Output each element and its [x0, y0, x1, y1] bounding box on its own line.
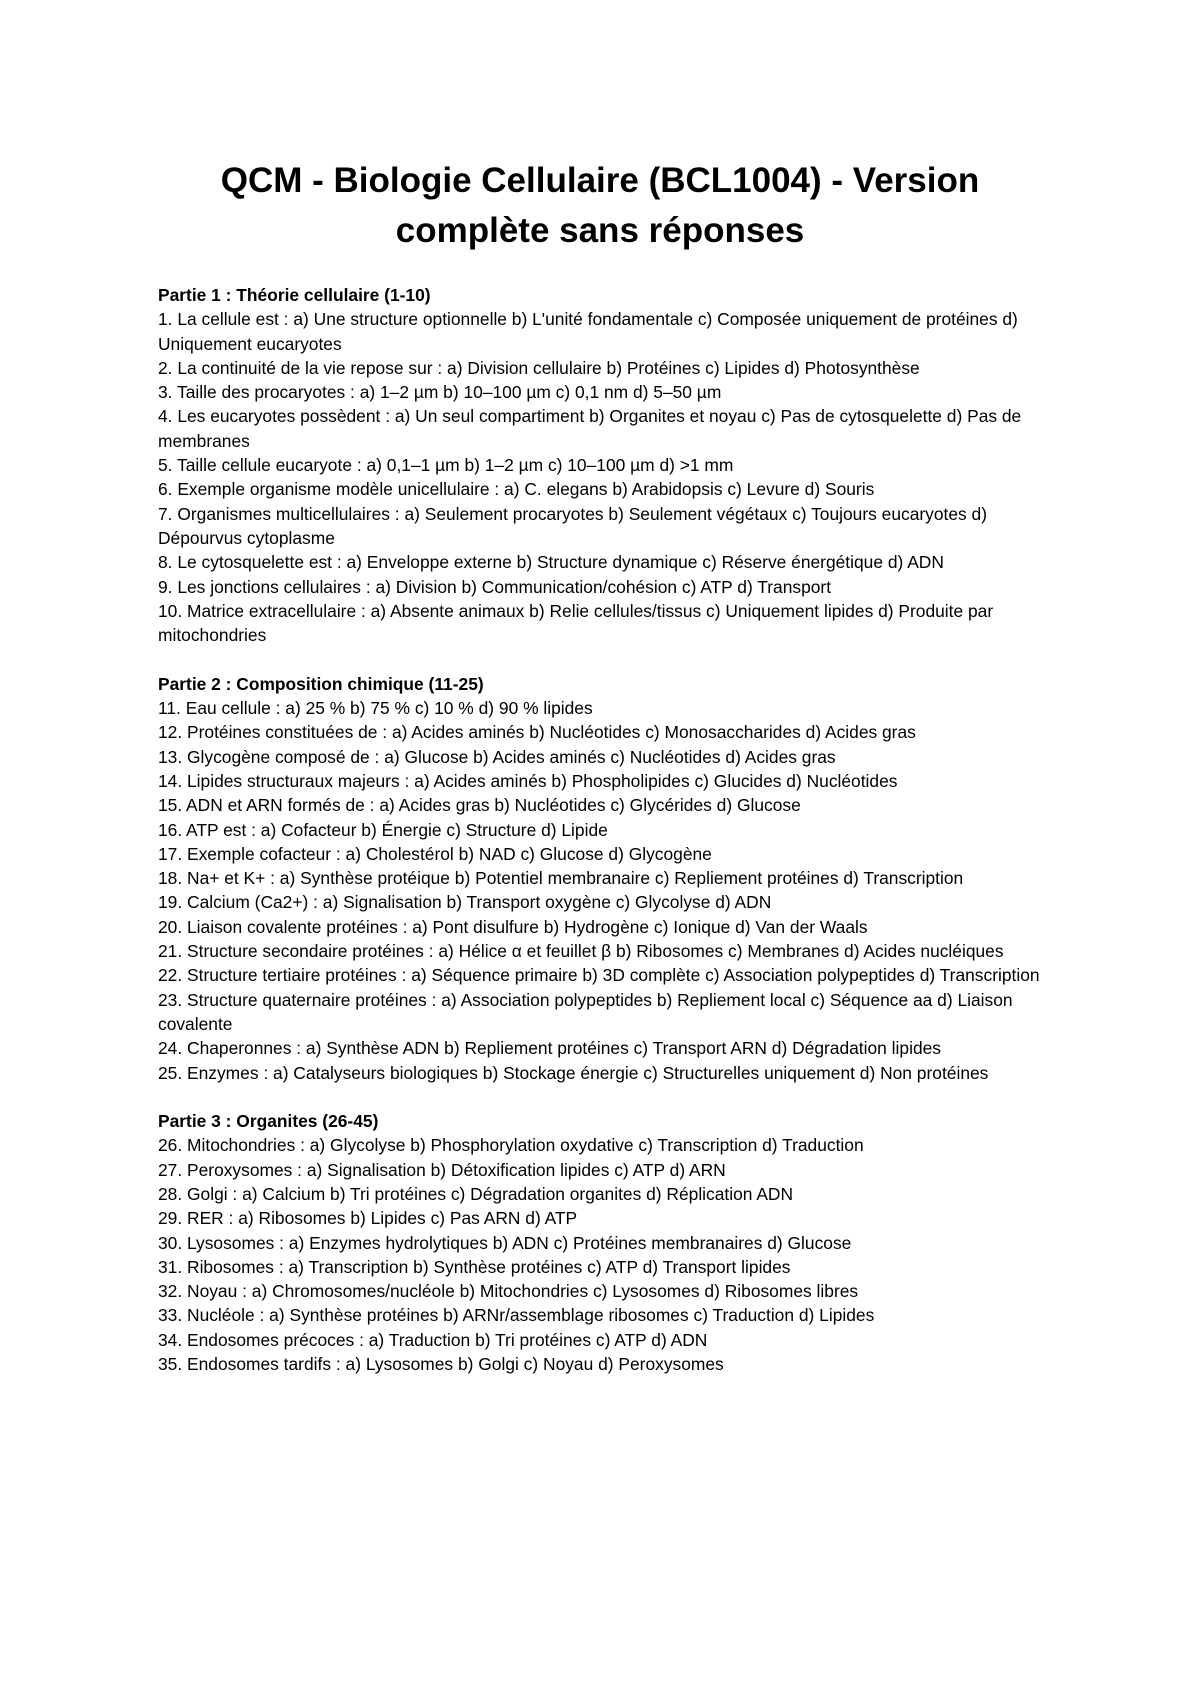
section-partie-1: [158, 283, 1058, 647]
question-item: 15. ADN et ARN formés de : a) Acides gras b) Nucléotides c) Glycérides d) Glucose: [158, 795, 801, 816]
question-item: 29. RER : a) Ribosomes b) Lipides c) Pas ARN d) ATP: [158, 1208, 578, 1229]
section-partie-3: [158, 1109, 1058, 1376]
question-item: 22. Structure tertiaire protéines : a) Séquence primaire b) 3D complète c) Association polypeptides d) Transcription: [158, 965, 1040, 986]
page-title-line-2: complète sans réponses: [395, 211, 805, 250]
question-item: 18. Na+ et K+ : a) Synthèse protéique b) Potentiel membranaire c) Repliement protéines d) Transcription: [158, 868, 964, 889]
question-item: 13. Glycogène composé de : a) Glucose b) Acides aminés c) Nucléotides d) Acides gras: [158, 746, 836, 767]
question-item: 16. ATP est : a) Cofacteur b) Énergie c) Structure d) Lipide: [158, 819, 608, 840]
page-title-line-1: QCM - Biologie Cellulaire (BCL1004) - Version: [220, 161, 980, 200]
page-title: [100, 156, 1100, 256]
question-item: 28. Golgi : a) Calcium b) Tri protéines c) Dégradation organites d) Réplication ADN: [158, 1183, 794, 1204]
question-item: 2. La continuité de la vie repose sur : a) Division cellulaire b) Protéines c) Lipides d) Photosynthèse: [158, 357, 920, 378]
question-item: 19. Calcium (Ca2+) : a) Signalisation b) Transport oxygène c) Glycolyse d) ADN: [158, 892, 772, 913]
question-item: 33. Nucléole : a) Synthèse protéines b) ARNr/assemblage ribosomes c) Traduction d) Lipides: [158, 1305, 875, 1326]
question-item: 24. Chaperonnes : a) Synthèse ADN b) Repliement protéines c) Transport ARN d) Dégradation lipides: [158, 1038, 941, 1059]
section-partie-2: [158, 672, 1058, 1085]
question-item: 8. Le cytosquelette est : a) Enveloppe externe b) Structure dynamique c) Réserve énergétique d) ADN: [158, 552, 944, 573]
section-heading: Partie 1 : Théorie cellulaire (1-10): [158, 285, 431, 305]
document-body: [158, 283, 1058, 1401]
question-item: 6. Exemple organisme modèle unicellulaire : a) C. elegans b) Arabidopsis c) Levure d) Souris: [158, 479, 875, 500]
question-item: 20. Liaison covalente protéines : a) Pont disulfure b) Hydrogène c) Ionique d) Van der Waals: [158, 916, 868, 937]
question-item: 12. Protéines constituées de : a) Acides aminés b) Nucléotides c) Monosaccharides d) Acides gras: [158, 722, 916, 743]
question-item: 5. Taille cellule eucaryote : a) 0,1–1 µm b) 1–2 µm c) 10–100 µm d) >1 mm: [158, 455, 734, 476]
question-item: 21. Structure secondaire protéines : a) Hélice α et feuillet β b) Ribosomes c) Membranes d) Acides nucléiques: [158, 941, 1004, 962]
question-item: 1. La cellule est : a) Une structure optionnelle b) L'unité fondamentale c) Composée uniquement de protéines d) Uniquement eucaryotes: [158, 309, 1018, 354]
question-item: 3. Taille des procaryotes : a) 1–2 µm b) 10–100 µm c) 0,1 nm d) 5–50 µm: [158, 382, 722, 403]
question-item: 14. Lipides structuraux majeurs : a) Acides aminés b) Phospholipides c) Glucides d) Nucléotides: [158, 770, 898, 791]
question-item: 30. Lysosomes : a) Enzymes hydrolytiques b) ADN c) Protéines membranaires d) Glucose: [158, 1232, 852, 1253]
question-item: 7. Organismes multicellulaires : a) Seulement procaryotes b) Seulement végétaux c) Toujours eucaryotes d) Dépourvus cytoplasme: [158, 503, 988, 548]
question-item: 9. Les jonctions cellulaires : a) Division b) Communication/cohésion c) ATP d) Transport: [158, 576, 832, 597]
question-item: 26. Mitochondries : a) Glycolyse b) Phosphorylation oxydative c) Transcription d) Traduction: [158, 1135, 864, 1156]
question-item: 4. Les eucaryotes possèdent : a) Un seul compartiment b) Organites et noyau c) Pas de cytosquelette d) Pas de membranes: [158, 406, 1022, 451]
section-heading: Partie 2 : Composition chimique (11-25): [158, 673, 484, 694]
section-heading: Partie 3 : Organites (26-45): [158, 1111, 379, 1132]
question-item: 23. Structure quaternaire protéines : a) Association polypeptides b) Repliement local c) Séquence aa d) Liaison covalente: [158, 989, 1013, 1034]
question-item: 11. Eau cellule : a) 25 % b) 75 % c) 10 % d) 90 % lipides: [158, 698, 593, 719]
question-item: 25. Enzymes : a) Catalyseurs biologiques b) Stockage énergie c) Structurelles uniquement d) Non protéines: [158, 1062, 989, 1083]
question-item: 35. Endosomes tardifs : a) Lysosomes b) Golgi c) Noyau d) Peroxysomes: [158, 1354, 724, 1375]
question-item: 34. Endosomes précoces : a) Traduction b) Tri protéines c) ATP d) ADN: [158, 1329, 708, 1350]
question-item: 10. Matrice extracellulaire : a) Absente animaux b) Relie cellules/tissus c) Uniquement lipides d) Produite par mitochondries: [158, 600, 994, 646]
question-item: 31. Ribosomes : a) Transcription b) Synthèse protéines c) ATP d) Transport lipides: [158, 1256, 791, 1277]
question-item: 32. Noyau : a) Chromosomes/nucléole b) Mitochondries c) Lysosomes d) Ribosomes libres: [158, 1281, 859, 1302]
question-item: 27. Peroxysomes : a) Signalisation b) Détoxification lipides c) ATP d) ARN: [158, 1159, 726, 1180]
question-item: 17. Exemple cofacteur : a) Cholestérol b) NAD c) Glucose d) Glycogène: [158, 843, 712, 864]
